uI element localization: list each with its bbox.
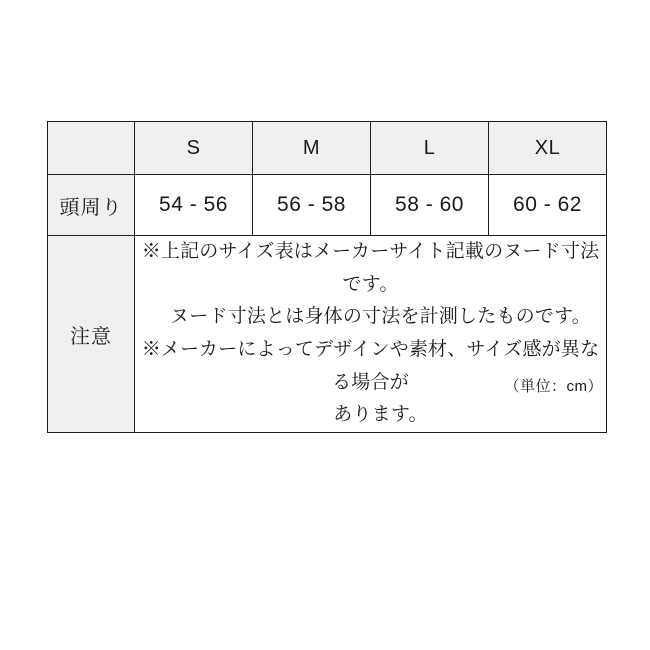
note-cell: [135, 236, 607, 433]
size-header-s: S: [135, 122, 253, 175]
table-note-row: [48, 236, 607, 433]
size-header-xl: XL: [489, 122, 607, 175]
table-row: [48, 175, 607, 236]
unit-note: （単位：cm）: [504, 378, 603, 395]
measurement-value-m: 56 - 58: [253, 175, 371, 236]
measurement-value-xl: 60 - 62: [489, 175, 607, 236]
table-corner-cell: [48, 122, 135, 175]
note-line-1: ※上記のサイズ表はメーカーサイト記載のヌード寸法です。: [141, 241, 600, 295]
note-line-4: あります。: [333, 404, 428, 426]
size-header-m: M: [253, 122, 371, 175]
size-header-l: L: [371, 122, 489, 175]
table-header-row: [48, 122, 607, 175]
note-label: 注意: [48, 236, 135, 433]
measurement-value-l: 58 - 60: [371, 175, 489, 236]
note-line-3: ※メーカーによってデザインや素材、サイズ感が異なる場合が: [141, 339, 600, 393]
note-line-2: ヌード寸法とは身体の寸法を計測したものです。: [170, 306, 591, 328]
measurement-value-s: 54 - 56: [135, 175, 253, 236]
measurement-label-head-circumference: 頭周り: [48, 175, 135, 236]
